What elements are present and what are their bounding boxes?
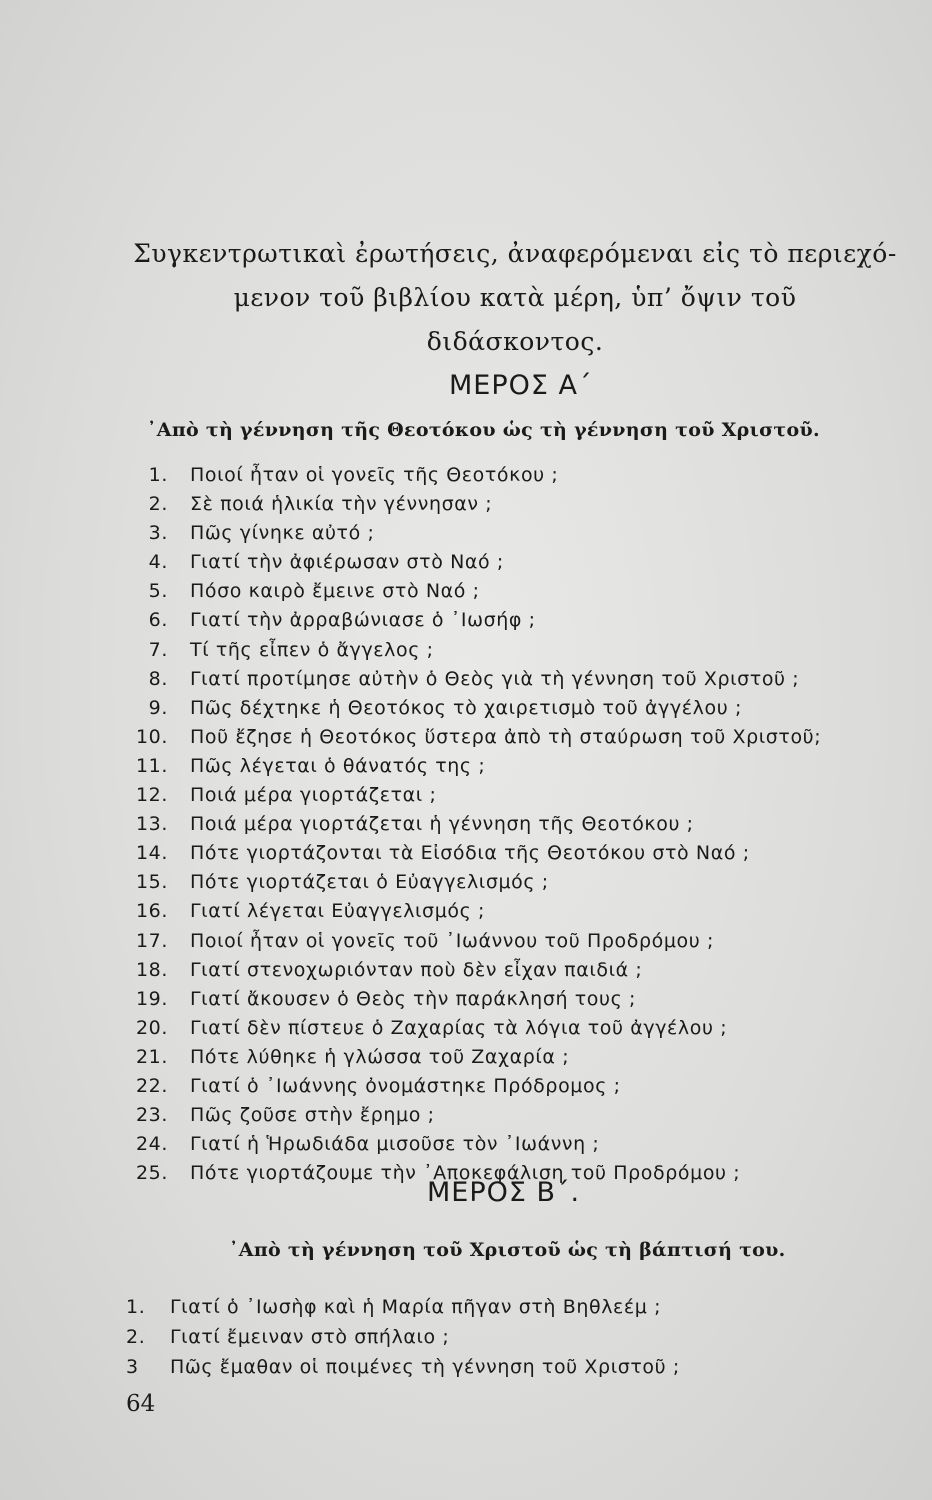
question-text: Γιατί τὴν ἀρραβώνιασε ὁ ᾿Ιωσήφ ;	[190, 609, 536, 632]
question-number: 23.	[135, 1104, 168, 1127]
question-number: 1.	[148, 464, 168, 486]
question-text: Γιατί ἔμειναν στὸ σπήλαιο ;	[170, 1326, 450, 1348]
question-number: 24.	[135, 1133, 168, 1156]
question-number: 25.	[135, 1162, 168, 1185]
question-number: 2.	[126, 1326, 146, 1348]
question-number: 4.	[148, 551, 168, 574]
question-item	[135, 927, 821, 956]
question-number: 7.	[148, 638, 168, 661]
question-item	[135, 868, 821, 897]
question-text: Γιατί λέγεται Εὐαγγελισμός ;	[190, 900, 486, 923]
question-item	[148, 665, 821, 694]
question-item	[135, 781, 821, 810]
question-item	[135, 810, 821, 839]
intro-paragraph	[120, 232, 910, 364]
question-text: Ποιά μέρα γιορτάζεται ἡ γέννηση τῆς Θεοτόκου ;	[190, 813, 694, 836]
question-text: Πότε λύθηκε ἡ γλώσσα τοῦ Ζαχαρία ;	[190, 1045, 570, 1068]
question-item	[148, 694, 821, 723]
question-number: 10.	[135, 725, 168, 748]
question-number: 3	[126, 1356, 139, 1378]
question-text: Ποῦ ἔζησε ἡ Θεοτόκος ὕστερα ἀπὸ τὴ σταύρωση τοῦ Χριστοῦ;	[190, 725, 822, 748]
question-number: 11.	[135, 754, 168, 777]
question-text: Ποιά μέρα γιορτάζεται ;	[190, 784, 437, 807]
question-item	[126, 1322, 680, 1352]
question-text: Πόσο καιρὸ ἔμεινε στὸ Ναό ;	[190, 580, 480, 603]
question-number: 21.	[135, 1045, 168, 1068]
question-item	[148, 548, 821, 577]
part-a-heading: ΜΕΡΟΣ Α΄	[449, 370, 593, 401]
question-number: 12.	[135, 784, 168, 807]
question-item	[148, 461, 821, 490]
question-text: Πῶς ζοῦσε στὴν ἔρημο ;	[190, 1104, 435, 1127]
question-item	[135, 1101, 821, 1130]
part-a-question-list	[135, 461, 822, 1188]
part-b-question-list	[126, 1292, 680, 1382]
page-number: 64	[126, 1391, 156, 1417]
question-number: 17.	[135, 929, 168, 952]
question-item	[135, 1014, 821, 1043]
question-number: 18.	[135, 958, 168, 981]
question-number: 20.	[135, 1016, 168, 1039]
question-text: Γιατί δὲν πίστευε ὁ Ζαχαρίας τὰ λόγια τοῦ ἀγγέλου ;	[190, 1016, 728, 1039]
question-text: Γιατί στενοχωριόνταν ποὺ δὲν εἶχαν παιδιά ;	[190, 958, 643, 981]
question-item	[135, 897, 821, 926]
part-b-heading: ΜΕΡΟΣ Β΄.	[427, 1177, 581, 1208]
question-number: 22.	[135, 1074, 168, 1097]
question-text: Πῶς δέχτηκε ἡ Θεοτόκος τὸ χαιρετισμὸ τοῦ ἀγγέλου ;	[190, 696, 742, 719]
question-item	[148, 490, 821, 519]
part-a-subtitle: ᾿Απὸ τὴ γέννηση τῆς Θεοτόκου ὡς τὴ γέννηση τοῦ Χριστοῦ.	[147, 419, 820, 441]
question-item	[135, 1043, 821, 1072]
question-number: 1.	[126, 1296, 146, 1318]
question-number: 16.	[135, 900, 168, 923]
question-text: Τί τῆς εἶπεν ὁ ἄγγελος ;	[190, 638, 434, 661]
question-text: Πότε γιορτάζουμε τὴν ᾿Αποκεφάλιση τοῦ Προδρόμου ;	[190, 1162, 741, 1185]
question-number: 15.	[135, 871, 168, 894]
question-text: Σὲ ποιά ἡλικία τὴν γέννησαν ;	[190, 493, 493, 516]
question-number: 6.	[148, 609, 168, 632]
intro-line: μενον τοῦ βιβλίου κατὰ μέρη, ὑπ’ ὄψιν τοῦ	[233, 283, 797, 312]
question-number: 5.	[148, 580, 168, 603]
question-item	[135, 1072, 821, 1101]
question-text: Γιατί τὴν ἀφιέρωσαν στὸ Ναό ;	[190, 551, 504, 574]
question-text: Γιατί ἄκουσεν ὁ Θεὸς τὴν παράκλησή τους ;	[190, 987, 636, 1010]
question-text: Γιατί ὁ ᾿Ιωσὴφ καὶ ἡ Μαρία πῆγαν στὴ Βηθλεέμ ;	[170, 1296, 662, 1318]
question-number: 9.	[148, 696, 168, 719]
question-item	[135, 723, 822, 752]
question-item	[135, 1130, 821, 1159]
question-item	[148, 606, 821, 635]
intro-line: Συγκεντρωτικαὶ ἐρωτήσεις, ἀναφερόμεναι εἰς τὸ περιεχό-	[133, 239, 897, 268]
question-number: 19.	[135, 987, 168, 1010]
question-text: Γιατί ἡ Ἡρωδιάδα μισοῦσε τὸν ᾿Ιωάννη ;	[190, 1133, 600, 1156]
question-text: Γιατί ὁ ᾿Ιωάννης ὀνομάστηκε Πρόδρομος ;	[190, 1074, 621, 1097]
question-text: Ποιοί ἦταν οἱ γονεῖς τῆς Θεοτόκου ;	[190, 464, 559, 486]
question-item	[126, 1292, 680, 1322]
question-text: Γιατί προτίμησε αὐτὴν ὁ Θεὸς γιὰ τὴ γέννηση τοῦ Χριστοῦ ;	[190, 667, 800, 690]
question-item	[148, 519, 821, 548]
question-text: Ποιοί ἦταν οἱ γονεῖς τοῦ ᾿Ιωάννου τοῦ Προδρόμου ;	[190, 929, 715, 952]
question-item	[148, 577, 821, 606]
question-item	[148, 636, 821, 665]
question-text: Πότε γιορτάζονται τὰ Εἰσόδια τῆς Θεοτόκου στὸ Ναό ;	[190, 842, 750, 865]
part-b-subtitle: ᾿Απὸ τὴ γέννηση τοῦ Χριστοῦ ὡς τὴ βάπτισή του.	[229, 1239, 786, 1261]
question-text: Πῶς ἔμαθαν οἱ ποιμένες τὴ γέννηση τοῦ Χριστοῦ ;	[170, 1356, 680, 1378]
question-number: 2.	[148, 493, 168, 516]
question-text: Πῶς γίνηκε αὐτό ;	[190, 522, 375, 545]
question-item	[135, 752, 821, 781]
question-text: Πῶς λέγεται ὁ θάνατός της ;	[190, 754, 486, 777]
question-text: Πότε γιορτάζεται ὁ Εὐαγγελισμός ;	[190, 871, 549, 894]
question-item	[126, 1352, 680, 1382]
question-number: 14.	[135, 842, 168, 865]
question-number: 13.	[135, 813, 168, 836]
question-item	[135, 839, 821, 868]
intro-line: διδάσκοντος.	[426, 327, 604, 356]
question-number: 8.	[148, 667, 168, 690]
question-item	[135, 956, 821, 985]
question-number: 3.	[148, 522, 168, 545]
question-item	[135, 985, 821, 1014]
